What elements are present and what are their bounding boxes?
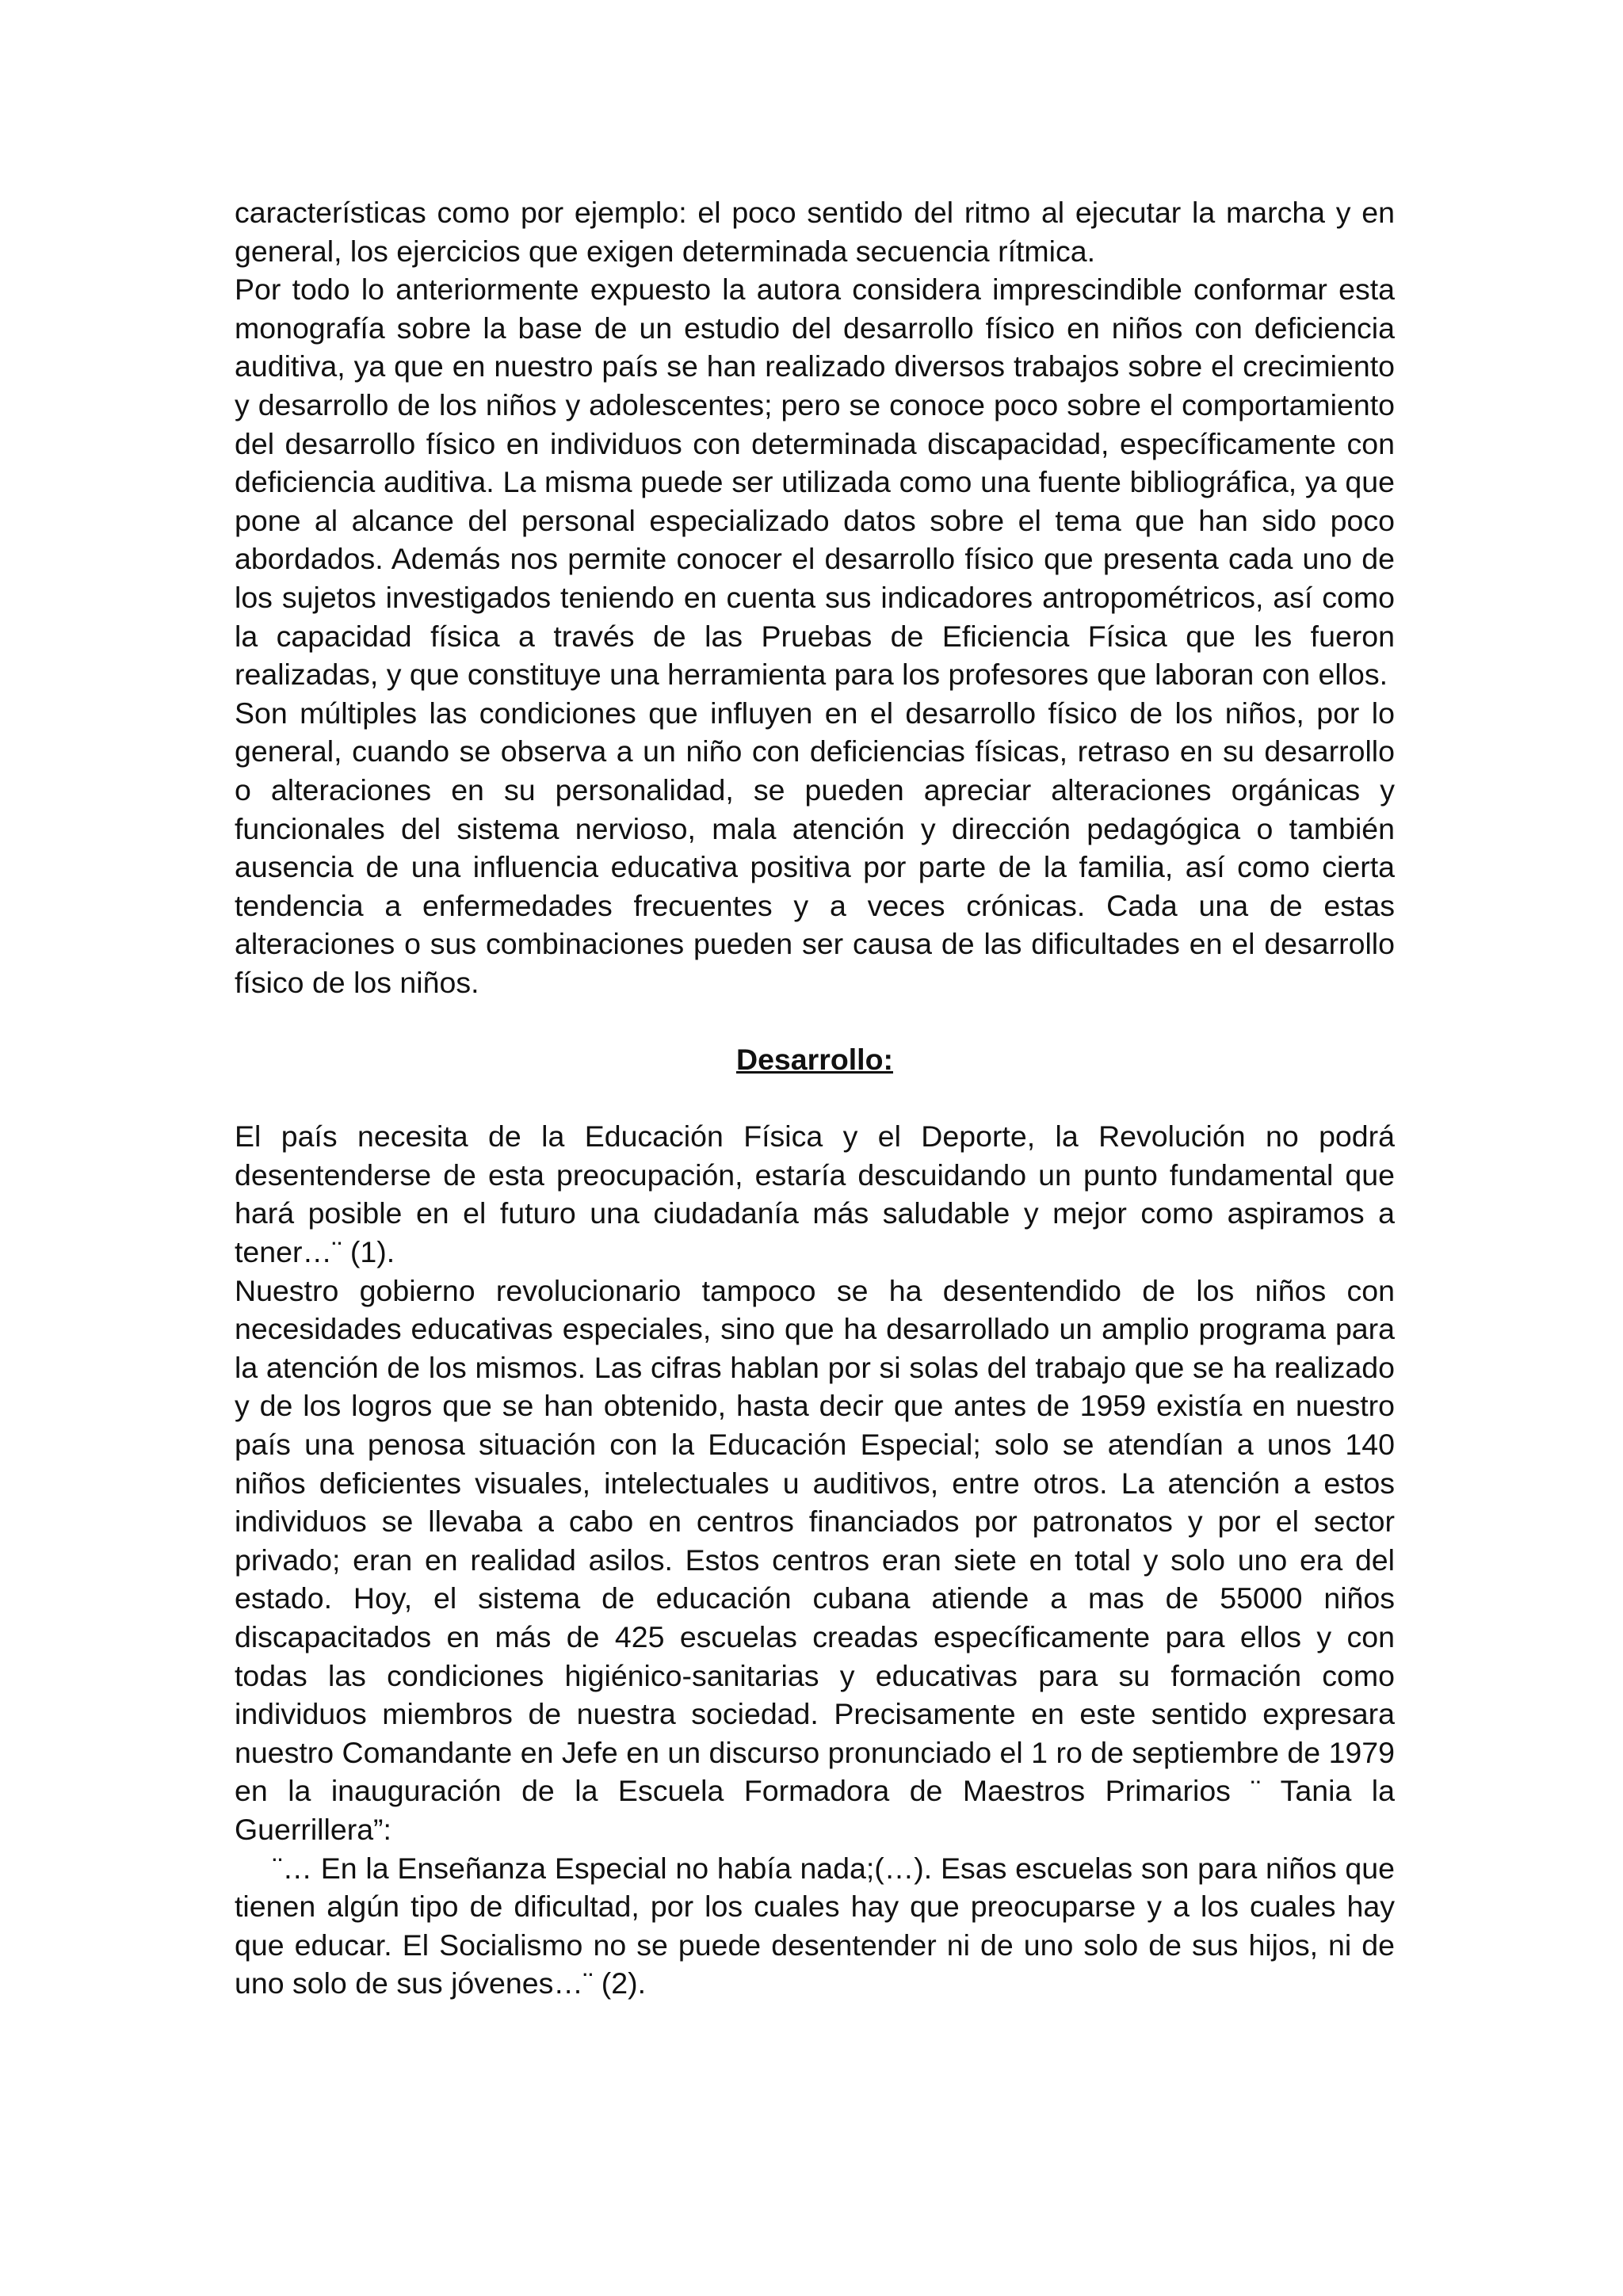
spacer — [235, 1079, 1395, 1118]
paragraph-intro-1: características como por ejemplo: el poco sentido del ritmo al ejecutar la marcha y en general, los ejercicios que exigen determinada secuencia rítmica. — [235, 196, 1395, 268]
spacer — [235, 1001, 1395, 1040]
paragraph-body-2: Nuestro gobierno revolucionario tampoco se ha desentendido de los niños con necesidades educativas especiales, sino que ha desarrollado un amplio programa para la atención de los mismos. Las cifras hablan por si solas del trabajo que se ha realizado y de los logros que se han obtenido, hasta decir que antes de 1959 existía en nuestro país una penosa situación con la Educación Especial; solo se atendían a unos 140 niños deficientes visuales, intelectuales u auditivos, entre otros. La atención a estos individuos se llevaba a cabo en centros financiados por patronatos y por el sector privado; eran en realidad asilos. Estos centros eran siete en total y solo uno era del estado. Hoy, el sistema de educación cubana atiende a mas de 55000 niños discapacitados en más de 425 escuelas creadas específicamente para ellos y con todas las condiciones higiénico-sanitarias y educativas para su formación como individuos miembros de nuestra sociedad. Precisamente en este sentido expresara nuestro Comandante en Jefe en un discurso pronunciado el 1 ro de septiembre de 1979 en la inauguración de la Escuela Formadora de Maestros Primarios ¨ Tania la Guerrillera”: — [235, 1273, 1395, 1846]
paragraph-intro-2: Por todo lo anteriormente expuesto la autora considera imprescindible conformar esta monografía sobre la base de un estudio del desarrollo físico en niños con deficiencia auditiva, ya que en nuestro país se han realizado diversos trabajos sobre el crecimiento y desarrollo de los niños y adolescentes; pero se conoce poco sobre el comportamiento del desarrollo físico en individuos con determinada discapacidad, específicamente con deficiencia auditiva. La misma puede ser utilizada como una fuente bibliográfica, ya que pone al alcance del personal especializado datos sobre el tema que han sido poco abordados. Además nos permite conocer el desarrollo físico que presenta cada uno de los sujetos investigados teniendo en cuenta sus indicadores antropométricos, así como la capacidad física a través de las Pruebas de Eficiencia Física que les fueron realizadas, y que constituye una herramienta para los profesores que laboran con ellos. — [235, 273, 1395, 692]
paragraph-body-1: El país necesita de la Educación Física y el Deporte, la Revolución no podrá desentenderse de esta preocupación, estaría descuidando un punto fundamental que hará posible en el futuro una ciudadanía más saludable y mejor como aspiramos a tener…¨ (1). — [235, 1119, 1395, 1269]
section-heading: Desarrollo: — [736, 1043, 893, 1077]
paragraph-intro-3: Son múltiples las condiciones que influyen en el desarrollo físico de los niños, por lo general, cuando se observa a un niño con deficiencias físicas, retraso en su desarrollo o alteraciones en su personalidad, se pueden apreciar alteraciones orgánicas y funcionales del sistema nervioso, mala atención y dirección pedagógica o también ausencia de una influencia educativa positiva por parte de la familia, así como cierta tendencia a enfermedades frecuentes y a veces crónicas. Cada una de estas alteraciones o sus combinaciones pueden ser causa de las dificultades en el desarrollo físico de los niños. — [235, 696, 1395, 999]
quote-paragraph: ¨… En la Enseñanza Especial no había nada;(…). Esas escuelas son para niños que tienen algún tipo de dificultad, por los cuales hay que preocuparse y a los cuales hay que educar. El Socialismo no se puede desentender ni de uno solo de sus hijos, ni de uno solo de sus jóvenes…¨ (2). — [235, 1851, 1395, 2000]
document-page — [235, 193, 1395, 2003]
